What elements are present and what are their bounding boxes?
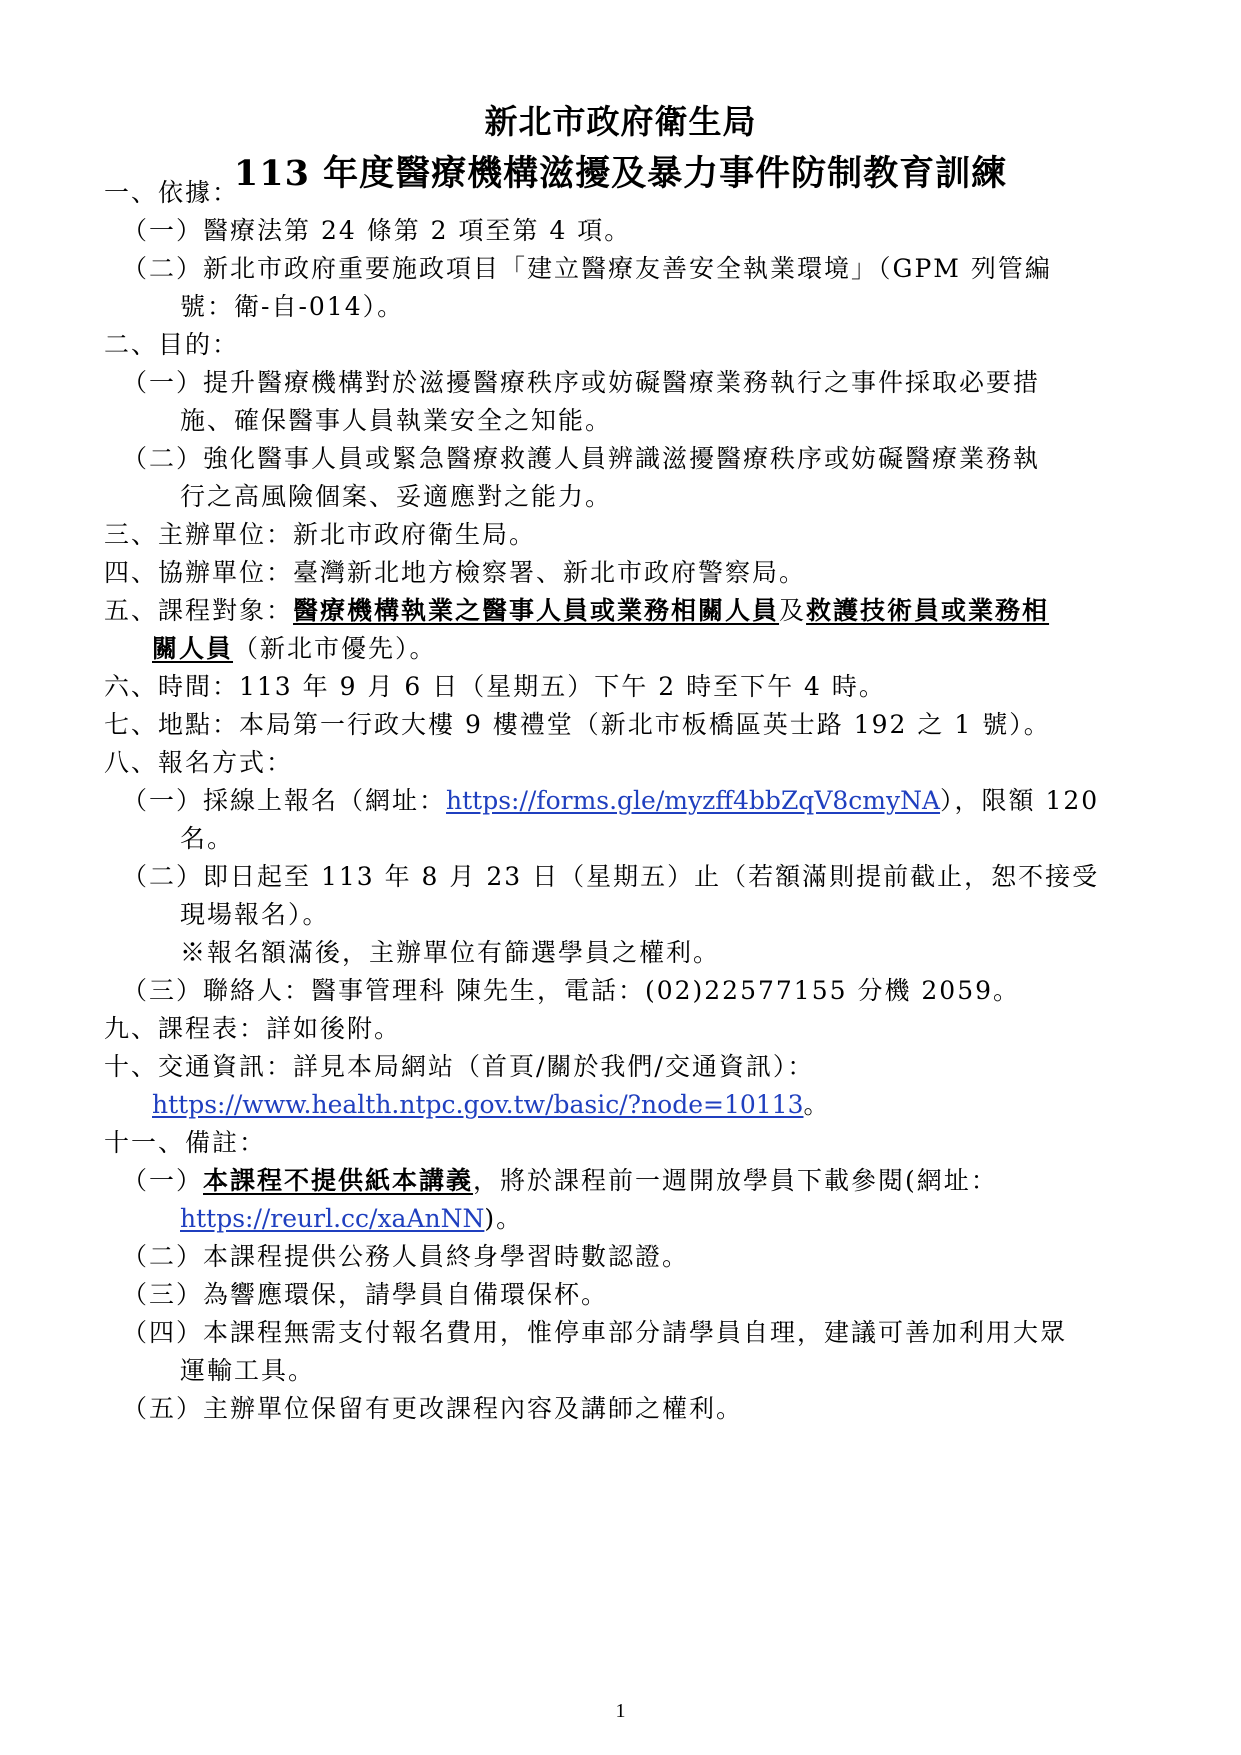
section-5-audience (104, 594, 1049, 628)
section-11-item-1-rest: ，將於課程前一週開放學員下載參閱(網址： (473, 1166, 998, 1195)
section-4-co-organizer: 四、協辦單位：臺灣新北地方檢察署、新北市政府警察局。 (104, 558, 807, 587)
section-11-heading: 十一、備註： (104, 1128, 267, 1157)
section-11-item-1-prefix: （一） (122, 1166, 204, 1195)
section-8-note: ※報名額滿後，主辦單位有篩選學員之權利。 (180, 938, 721, 967)
section-2-heading: 二、目的： (104, 330, 240, 359)
section-2-item-1: （一）提升醫療機構對於滋擾醫療秩序或妨礙醫療業務執行之事件採取必要措 (122, 368, 1041, 397)
section-8-item-2: （二）即日起至 113 年 8 月 23 日（星期五）止（若額滿則提前截止，恕不接受 (122, 862, 1100, 891)
section-2-item-2: （二）強化醫事人員或緊急醫療救護人員辨識滋擾醫療秩序或妨礙醫療業務執 (122, 444, 1041, 473)
section-8-item-1-prefix: （一）採線上報名（網址： (122, 786, 447, 815)
section-5-suffix: （新北市優先）。 (233, 634, 437, 663)
section-11-item-4: （四）本課程無需支付報名費用，惟停車部分請學員自理，建議可善加利用大眾 (122, 1318, 1068, 1347)
section-11-item-1-cont (180, 1202, 523, 1236)
section-8-item-2-cont: 現場報名）。 (180, 900, 330, 929)
section-5-and: 及 (779, 596, 807, 625)
no-handout-notice: 本課程不提供紙本講義 (203, 1166, 474, 1195)
section-2-item-1-cont: 施、確保醫事人員執業安全之知能。 (180, 406, 613, 435)
section-8-item-1-cont: 名。 (180, 824, 235, 853)
section-2-item-2-cont: 行之高風險個案、妥適應對之能力。 (180, 482, 613, 511)
target-audience-2-cont: 關人員 (152, 634, 234, 663)
section-1-item-2: （二）新北市政府重要施政項目「建立醫療友善安全執業環境」（GPM 列管編 (122, 254, 1052, 283)
section-8-item-3-contact: （三）聯絡人：醫事管理科 陳先生，電話：(02)22577155 分機 2059。 (122, 976, 1021, 1005)
document-title: 113 年度醫療機構滋擾及暴力事件防制教育訓練 (233, 153, 1008, 194)
registration-link[interactable]: https://forms.gle/myzff4bbZqV8cmyNA (446, 786, 941, 815)
section-1-item-1: （一）醫療法第 24 條第 2 項至第 4 項。 (122, 216, 632, 245)
section-11-item-1-link-suffix: )。 (484, 1204, 524, 1233)
section-8-item-1-suffix: ），限額 120 (940, 786, 1100, 815)
transport-info-link[interactable]: https://www.health.ntpc.gov.tw/basic/?node=10113 (152, 1090, 804, 1119)
section-10-link-line (152, 1088, 831, 1122)
section-5-audience-cont (152, 632, 437, 666)
section-10-link-suffix: 。 (803, 1090, 831, 1119)
section-11-item-1 (122, 1164, 998, 1198)
section-11-item-5: （五）主辦單位保留有更改課程內容及講師之權利。 (122, 1394, 744, 1423)
section-8-heading: 八、報名方式： (104, 748, 294, 777)
section-8-item-1 (122, 784, 1099, 818)
section-7-location: 七、地點：本局第一行政大樓 9 樓禮堂（新北市板橋區英士路 192 之 1 號）。 (104, 710, 1051, 739)
section-1-heading: 一、依據： (104, 178, 240, 207)
section-1-item-2-cont: 號：衛-自-014）。 (180, 292, 405, 321)
section-11-item-3: （三）為響應環保，請學員自備環保杯。 (122, 1280, 609, 1309)
target-audience-1: 醫療機構執業之醫事人員或業務相關人員 (293, 596, 780, 625)
section-9-schedule: 九、課程表：詳如後附。 (104, 1014, 402, 1043)
section-11-item-4-cont: 運輸工具。 (180, 1356, 316, 1385)
section-6-time: 六、時間：113 年 9 月 6 日（星期五）下午 2 時至下午 4 時。 (104, 672, 886, 701)
target-audience-2: 救護技術員或業務相 (806, 596, 1050, 625)
handout-download-link[interactable]: https://reurl.cc/xaAnNN (180, 1204, 485, 1233)
section-5-prefix: 五、課程對象： (104, 596, 294, 625)
page-number: 1 (615, 1700, 626, 1722)
org-title: 新北市政府衛生局 (484, 102, 757, 141)
section-11-item-2: （二）本課程提供公務人員終身學習時數認證。 (122, 1242, 690, 1271)
section-3-organizer: 三、主辦單位：新北市政府衛生局。 (104, 520, 537, 549)
section-10-transport: 十、交通資訊：詳見本局網站（首頁/關於我們/交通資訊）： (104, 1052, 815, 1081)
